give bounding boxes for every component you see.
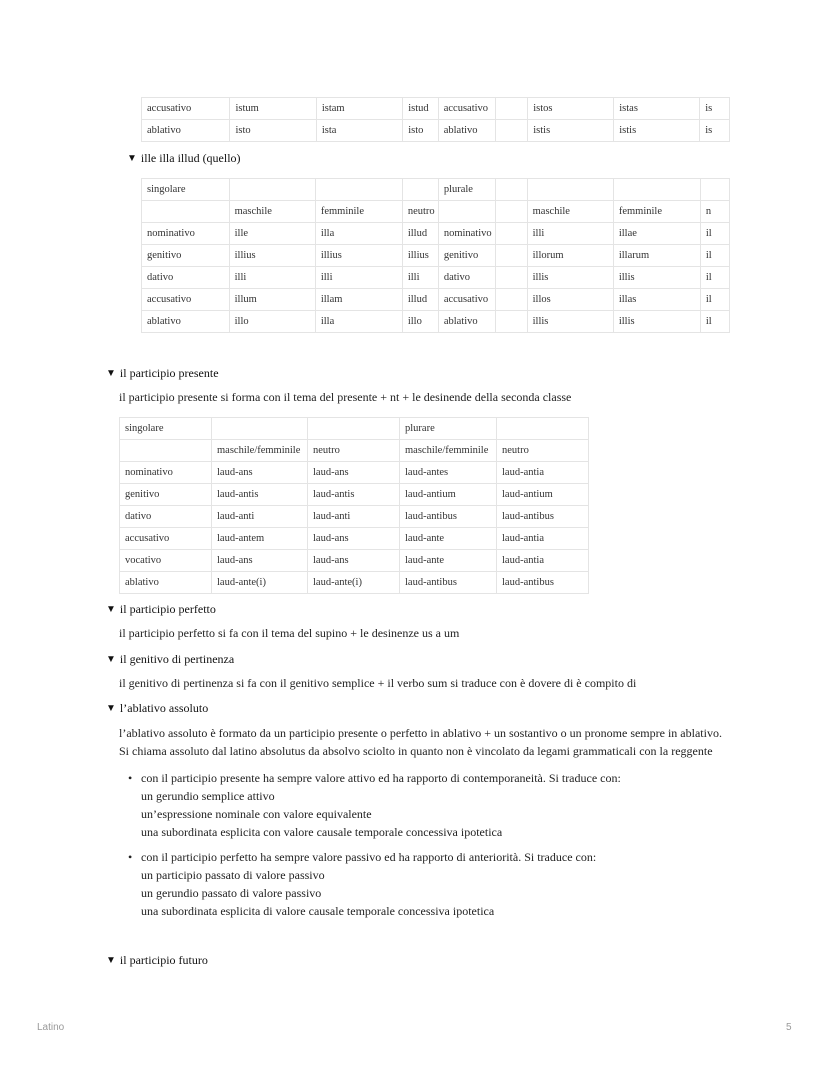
table-cell: illi — [229, 267, 315, 289]
ille-table-wrap — [141, 178, 730, 333]
participio-futuro-toggle[interactable] — [106, 953, 208, 968]
genitivo-pertinenza-title: il genitivo di pertinenza — [119, 652, 235, 666]
participio-perfetto-toggle[interactable] — [106, 602, 216, 617]
table-cell — [527, 179, 613, 201]
table-cell: laud-antis — [212, 484, 308, 506]
toggle-triangle-icon: ▼ — [127, 153, 137, 164]
table-cell — [495, 245, 527, 267]
bullet-line: con il participio perfetto ha sempre valore passivo ed ha rapporto di anteriorità. Si traduce con: — [141, 850, 597, 864]
table-row — [120, 418, 589, 440]
table-cell — [495, 98, 528, 120]
page-number: 5 — [786, 1022, 792, 1033]
table-cell: accusativo — [142, 98, 230, 120]
table-cell: illos — [527, 289, 613, 311]
table-cell: dativo — [142, 267, 230, 289]
table-cell: illam — [315, 289, 402, 311]
table-cell: laud-ans — [212, 462, 308, 484]
table-cell: genitivo — [142, 245, 230, 267]
table-cell — [495, 120, 528, 142]
table-row — [142, 120, 730, 142]
table-cell: laud-antibus — [400, 572, 497, 594]
table-cell: illorum — [527, 245, 613, 267]
table-cell: illa — [315, 311, 402, 333]
table-cell: laud-antes — [400, 462, 497, 484]
table-cell: femminile — [613, 201, 700, 223]
table-cell: neutro — [308, 440, 400, 462]
table-cell — [120, 440, 212, 462]
table-row — [120, 462, 589, 484]
table-cell: illis — [527, 311, 613, 333]
table-row — [120, 550, 589, 572]
table-cell: illa — [315, 223, 402, 245]
table-cell: nominativo — [142, 223, 230, 245]
ille-table — [141, 178, 730, 333]
table-cell: istum — [230, 98, 316, 120]
table-cell — [495, 223, 527, 245]
table-cell: illae — [613, 223, 700, 245]
table-cell: laud-ante(i) — [212, 572, 308, 594]
table-cell — [308, 418, 400, 440]
table-cell: nominativo — [438, 223, 495, 245]
table-cell: laud-antis — [308, 484, 400, 506]
table-cell: ablativo — [438, 311, 495, 333]
table-cell: vocativo — [120, 550, 212, 572]
table-cell: istud — [403, 98, 439, 120]
bullet-line: una subordinata esplicita con valore causale temporale concessiva ipotetica — [141, 825, 503, 839]
bullet-dot-icon: • — [128, 850, 133, 864]
table-cell: maschile — [527, 201, 613, 223]
table-cell — [402, 179, 438, 201]
table-cell: is — [700, 120, 730, 142]
table-row — [142, 311, 730, 333]
table-cell: ablativo — [120, 572, 212, 594]
table-cell: istis — [528, 120, 614, 142]
bullet-line: una subordinata esplicita di valore causale temporale concessiva ipotetica — [141, 904, 495, 918]
table-cell: laud-ans — [308, 550, 400, 572]
table-cell: laud-ante — [400, 528, 497, 550]
bullet-line: un’espressione nominale con valore equivalente — [141, 807, 372, 821]
table-cell: ista — [316, 120, 402, 142]
table-cell — [229, 179, 315, 201]
table-cell: laud-ans — [308, 462, 400, 484]
table-row — [142, 179, 730, 201]
table-cell — [613, 179, 700, 201]
toggle-triangle-icon: ▼ — [106, 368, 116, 379]
ablativo-assoluto-title: l’ablativo assoluto — [119, 701, 209, 715]
table-cell: accusativo — [438, 98, 495, 120]
table-cell: illo — [402, 311, 438, 333]
table-cell: nominativo — [120, 462, 212, 484]
table-cell — [212, 418, 308, 440]
participio-presente-table — [119, 417, 589, 594]
table-cell — [700, 179, 729, 201]
table-cell: laud-antia — [497, 462, 589, 484]
table-cell: genitivo — [120, 484, 212, 506]
table-cell — [497, 418, 589, 440]
toggle-triangle-icon: ▼ — [106, 703, 116, 714]
table-cell: illis — [613, 267, 700, 289]
table-cell: illas — [613, 289, 700, 311]
ablativo-assoluto-toggle[interactable] — [106, 701, 208, 716]
table-row — [142, 201, 730, 223]
table-cell: illius — [402, 245, 438, 267]
table-cell: accusativo — [438, 289, 495, 311]
table-cell: neutro — [497, 440, 589, 462]
table-cell: laud-antia — [497, 528, 589, 550]
table-row — [142, 289, 730, 311]
participio-presente-toggle[interactable] — [106, 366, 219, 381]
bullet-line: un gerundio passato di valore passivo — [141, 886, 322, 900]
bullet-line: con il participio presente ha sempre valore attivo ed ha rapporto di contemporaneità. Si traduce con: — [141, 771, 621, 785]
table-cell — [438, 201, 495, 223]
table-cell: laud-ans — [212, 550, 308, 572]
table-cell: istos — [528, 98, 614, 120]
table-row — [120, 572, 589, 594]
table-cell: plurare — [400, 418, 497, 440]
toggle-triangle-icon: ▼ — [106, 604, 116, 615]
toggle-triangle-icon: ▼ — [106, 654, 116, 665]
table-cell: accusativo — [120, 528, 212, 550]
table-cell: il — [700, 289, 729, 311]
table-cell: il — [700, 223, 729, 245]
table-row — [120, 440, 589, 462]
table-cell: illis — [613, 311, 700, 333]
table-cell: laud-ante(i) — [308, 572, 400, 594]
table-cell — [495, 179, 527, 201]
table-row — [142, 245, 730, 267]
table-cell: laud-antium — [497, 484, 589, 506]
table-cell — [495, 311, 527, 333]
ille-title: ille illa illud (quello) — [140, 151, 241, 165]
table-cell: neutro — [402, 201, 438, 223]
table-row — [120, 506, 589, 528]
table-cell: istam — [316, 98, 402, 120]
table-cell: illius — [315, 245, 402, 267]
toggle-triangle-icon: ▼ — [106, 955, 116, 966]
table-cell: il — [700, 267, 729, 289]
table-cell: laud-antibus — [497, 572, 589, 594]
table-cell: n — [700, 201, 729, 223]
table-cell: ille — [229, 223, 315, 245]
bullet-participio-presente — [128, 769, 621, 841]
table-cell: laud-ans — [308, 528, 400, 550]
iste-table — [141, 97, 730, 142]
table-cell: ablativo — [438, 120, 495, 142]
table-cell — [495, 201, 527, 223]
bullet-line: un gerundio semplice attivo — [141, 789, 275, 803]
table-row — [120, 484, 589, 506]
table-cell: illud — [402, 289, 438, 311]
iste-table-wrap — [141, 97, 730, 143]
table-cell: il — [700, 311, 729, 333]
table-row — [120, 528, 589, 550]
table-cell: femminile — [315, 201, 402, 223]
footer-title: Latino — [37, 1022, 65, 1033]
table-row — [142, 223, 730, 245]
table-cell: istas — [614, 98, 700, 120]
ille-toggle[interactable] — [127, 151, 241, 166]
table-cell: laud-antium — [400, 484, 497, 506]
table-cell — [495, 267, 527, 289]
table-cell: illo — [229, 311, 315, 333]
table-cell: illius — [229, 245, 315, 267]
table-cell: laud-antibus — [497, 506, 589, 528]
table-cell: genitivo — [438, 245, 495, 267]
table-cell: laud-anti — [212, 506, 308, 528]
table-cell: istis — [614, 120, 700, 142]
table-cell — [495, 289, 527, 311]
table-cell: ablativo — [142, 120, 230, 142]
table-cell: illi — [402, 267, 438, 289]
table-cell: illi — [527, 223, 613, 245]
table-cell: laud-anti — [308, 506, 400, 528]
table-cell: laud-antem — [212, 528, 308, 550]
table-cell: maschile/femminile — [212, 440, 308, 462]
participio-perfetto-text: il participio perfetto si fa con il tema del supino + le desinenze us a um — [119, 626, 460, 640]
table-cell — [315, 179, 402, 201]
table-cell: singolare — [142, 179, 230, 201]
genitivo-pertinenza-text: il genitivo di pertinenza si fa con il genitivo semplice + il verbo sum si traduce con è dovere di è compito di — [119, 676, 637, 690]
bullet-participio-perfetto — [128, 848, 597, 920]
bullet-line: un participio passato di valore passivo — [141, 868, 325, 882]
table-cell: laud-antibus — [400, 506, 497, 528]
table-cell: il — [700, 245, 729, 267]
participio-presente-title: il participio presente — [119, 366, 219, 380]
ablativo-assoluto-text-2: Si chiama assoluto dal latino absolutus da absolvo sciolto in quanto non è vincolato da legami grammaticali con la reggente — [119, 744, 713, 758]
table-cell: laud-antia — [497, 550, 589, 572]
participio-futuro-title: il participio futuro — [119, 953, 208, 967]
table-cell: illis — [527, 267, 613, 289]
table-cell: accusativo — [142, 289, 230, 311]
bullet-dot-icon: • — [128, 771, 133, 785]
table-cell: illum — [229, 289, 315, 311]
table-cell: is — [700, 98, 730, 120]
participio-presente-text: il participio presente si forma con il tema del presente + nt + le desinende della seconda classe — [119, 390, 572, 404]
table-cell: singolare — [120, 418, 212, 440]
table-cell: maschile/femminile — [400, 440, 497, 462]
participio-table-wrap — [119, 417, 589, 594]
table-cell: maschile — [229, 201, 315, 223]
genitivo-pertinenza-toggle[interactable] — [106, 652, 234, 667]
table-cell: isto — [403, 120, 439, 142]
table-cell: illud — [402, 223, 438, 245]
table-cell: dativo — [438, 267, 495, 289]
table-cell: plurale — [438, 179, 495, 201]
table-cell: isto — [230, 120, 316, 142]
table-row — [142, 267, 730, 289]
ablativo-assoluto-text-1: l’ablativo assoluto è formato da un participio presente o perfetto in ablativo + un sostantivo o un pronome sempre in ablativo. — [119, 726, 722, 740]
table-cell: illarum — [613, 245, 700, 267]
table-cell: laud-ante — [400, 550, 497, 572]
participio-perfetto-title: il participio perfetto — [119, 602, 216, 616]
table-cell — [142, 201, 230, 223]
table-cell: ablativo — [142, 311, 230, 333]
table-cell: illi — [315, 267, 402, 289]
table-row — [142, 98, 730, 120]
table-cell: dativo — [120, 506, 212, 528]
